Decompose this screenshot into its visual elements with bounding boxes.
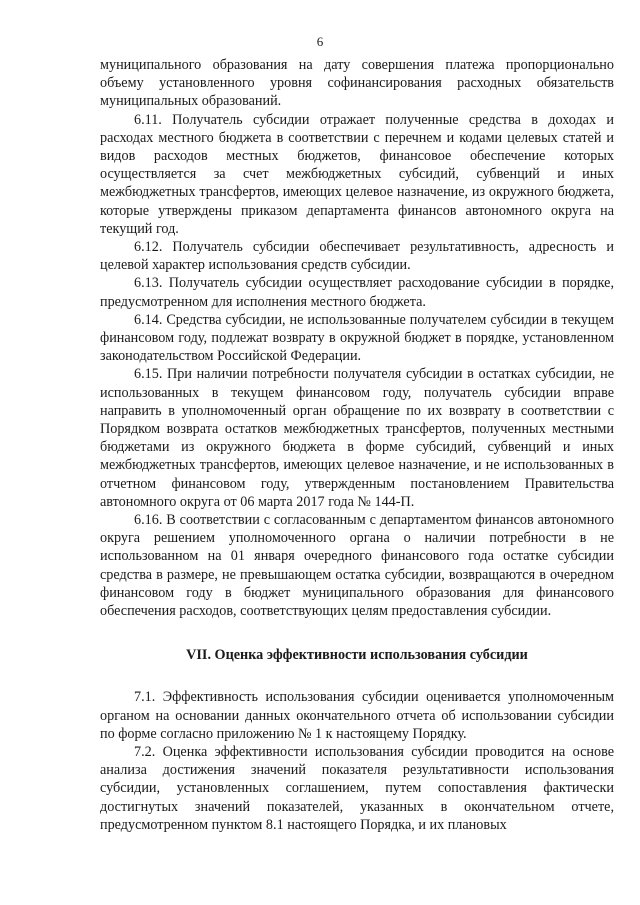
paragraph-6-13: 6.13. Получатель субсидии осуществляет расходование субсидии в порядке, предусмотренном для исполнения местного бюджета. bbox=[100, 275, 614, 310]
page-number: 6 bbox=[316, 34, 324, 49]
paragraph-7-2: 7.2. Оценка эффективности использования субсидии проводится на основе анализа достижения значений показателя результативности использования субсидии, установленных соглашением, путем сопоставления фактически достигнутых значений показателей, указанных в окончательном отчете, предусмотренном пунктом 8.1 настоящего Порядка, и их плановых bbox=[100, 743, 614, 833]
paragraph-6-11: 6.11. Получатель субсидии отражает полученные средства в доходах и расходах местного бюджета в соответствии с перечнем и кодами целевых статей и видов расходов местных бюджетов, финансовое обеспечение которых осуществляется за счет межбюджетных субсидий, субвенций и иных межбюджетных трансфертов, имеющих целевое назначение, из окружного бюджета, которые утверждены приказом департамента финансов автономного округа на текущий год. bbox=[100, 111, 614, 237]
paragraph-6-12: 6.12. Получатель субсидии обеспечивает результативность, адресность и целевой характер использования средств субсидии. bbox=[100, 239, 614, 274]
paragraph-7-1: 7.1. Эффективность использования субсидии оценивается уполномоченным органом на основании данных окончательного отчета об использовании субсидии по форме согласно приложению № 1 к настоящему Порядку. bbox=[100, 689, 614, 742]
paragraph-6-14: 6.14. Средства субсидии, не использованные получателем субсидии в текущем финансовом году, подлежат возврату в окружной бюджет в порядке, установленном законодательством Российской Федерации. bbox=[100, 311, 614, 365]
document-body bbox=[100, 56, 614, 834]
section-heading: VII. Оценка эффективности использования субсидии bbox=[186, 647, 528, 664]
paragraph-continuation: муниципального образования на дату совершения платежа пропорционально объему установленного уровня софинансирования расходных обязательств муниципальных образований. bbox=[100, 57, 614, 110]
paragraph-6-15: 6.15. При наличии потребности получателя субсидии в остатках субсидии, не использованных в текущем финансовом году, получатель субсидии вправе направить в уполномоченный орган обращение по их возврату в соответствии с Порядком возврата остатков межбюджетных трансфертов, полученных местными бюджетами из окружного бюджета в форме субсидий, субвенций и иных межбюджетных трансфертов, имеющих целевое назначение, и не использованных в отчетном финансовом году, утвержденным постановлением Правительства автономного округа от 06 марта 2017 года № 144-П. bbox=[100, 366, 614, 510]
paragraph-6-16: 6.16. В соответствии с согласованным с департаментом финансов автономного округа решением уполномоченного органа о наличии потребности в не использованном на 01 января очередного финансового года остатке субсидии средства в размере, не превышающем остатка субсидии, возвращаются в очередном финансовом году в бюджет муниципального образования для финансового обеспечения расходов, соответствующих целям предоставления субсидии. bbox=[100, 512, 614, 620]
